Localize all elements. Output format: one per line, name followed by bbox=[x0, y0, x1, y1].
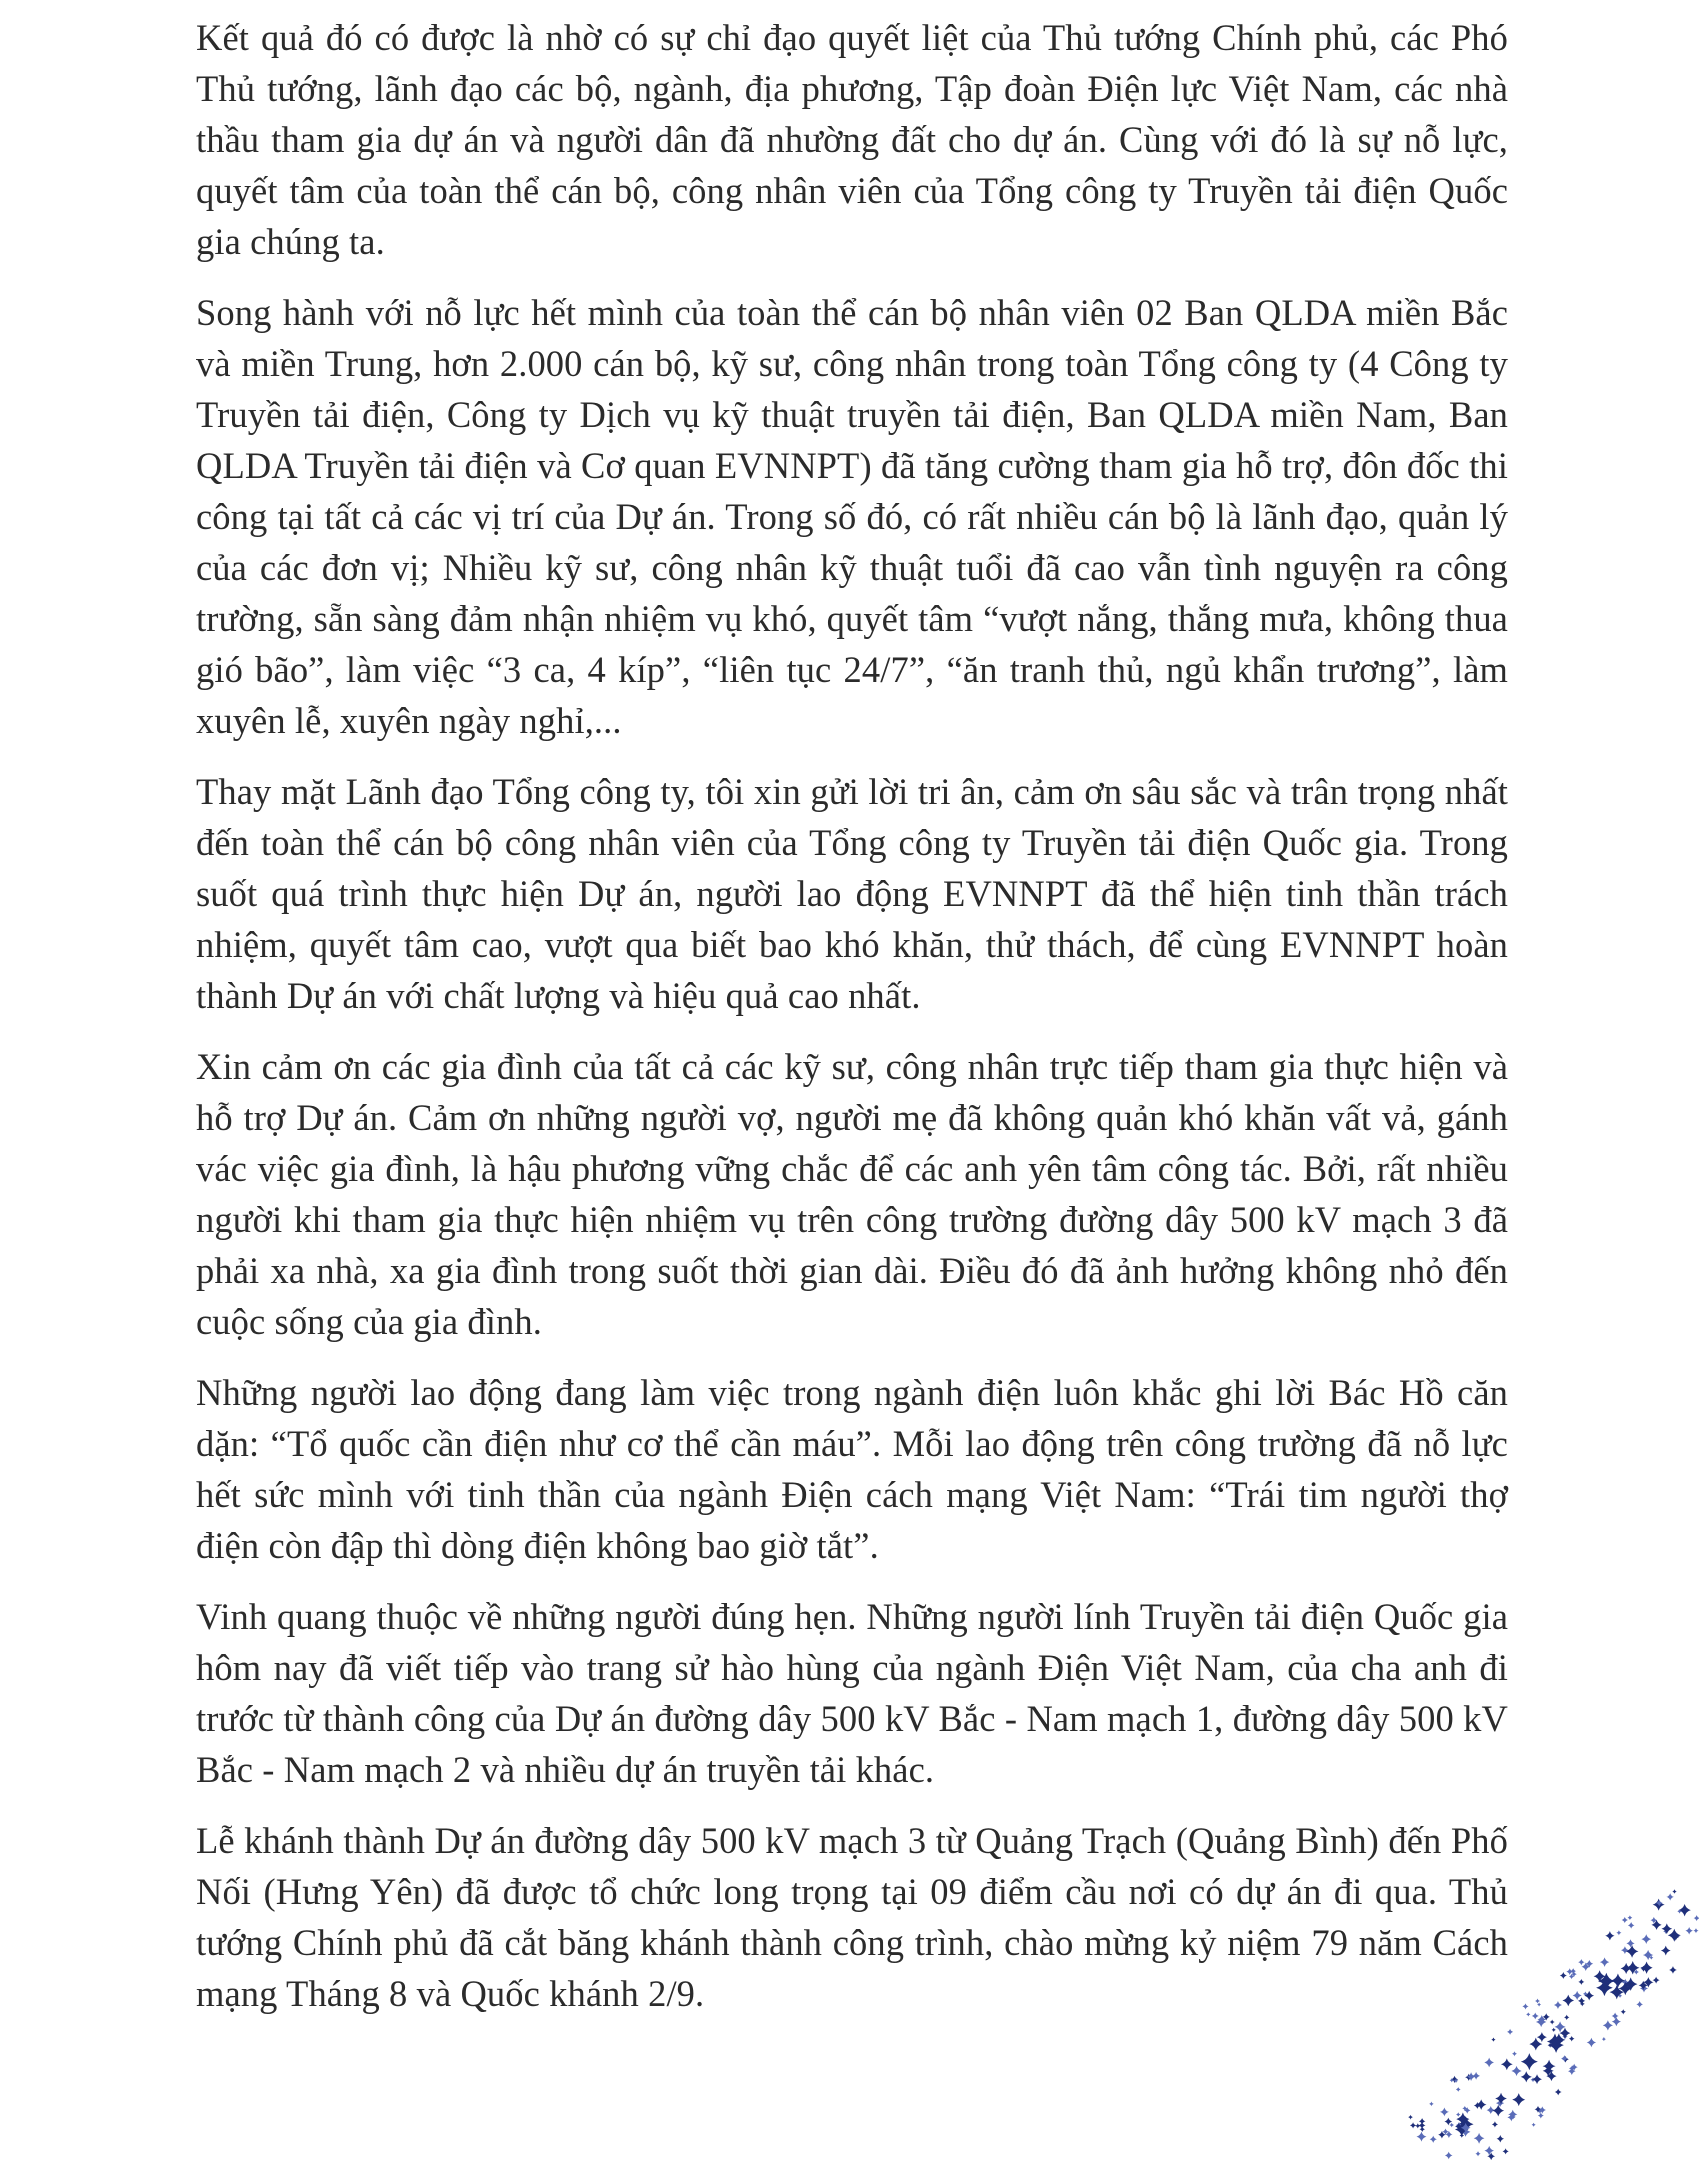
sparkle-star-icon bbox=[1535, 1998, 1540, 2003]
sparkle-star-icon bbox=[1512, 2093, 1525, 2106]
sparkle-star-icon bbox=[1512, 2051, 1517, 2056]
sparkle-star-icon bbox=[1511, 2066, 1521, 2076]
paragraph-5: Những người lao động đang làm việc trong ngành điện luôn khắc ghi lời Bác Hồ căn dặn: “Tổ quốc cần điện như cơ thể cần máu”. Mỗi lao động trên công trường đã nỗ lực hết sức mình với tinh thần của ngành Điện cách mạng Việt Nam: “Trái tim người thợ điện còn đập thì dòng điện không bao giờ tắt”. bbox=[196, 1372, 1508, 1566]
sparkle-star-icon bbox=[1503, 2148, 1509, 2154]
sparkle-star-icon bbox=[1603, 2020, 1613, 2030]
sparkle-star-icon bbox=[1408, 2115, 1413, 2120]
sparkle-star-icon bbox=[1621, 1946, 1629, 1954]
sparkle-star-icon bbox=[1529, 2038, 1542, 2051]
sparkle-star-icon bbox=[1440, 2107, 1449, 2116]
sparkle-star-icon bbox=[1626, 1945, 1639, 1958]
sparkle-star-icon bbox=[1661, 1946, 1671, 1956]
sparkle-star-icon bbox=[1668, 1929, 1681, 1942]
sparkle-star-icon bbox=[1497, 2135, 1505, 2143]
sparkle-star-icon bbox=[1562, 1995, 1574, 2007]
sparkle-star-icon bbox=[1573, 1991, 1582, 2000]
sparkle-star-icon bbox=[1416, 2132, 1426, 2142]
sparkle-star-icon bbox=[1484, 2058, 1494, 2068]
sparkle-star-icon bbox=[1554, 2001, 1562, 2009]
sparkle-star-icon bbox=[1430, 2136, 1437, 2143]
sparkle-star-icon bbox=[1628, 1922, 1635, 1929]
sparkle-star-icon bbox=[1537, 2002, 1541, 2006]
paragraph-3: Thay mặt Lãnh đạo Tổng công ty, tôi xin gửi lời tri ân, cảm ơn sâu sắc và trân trọng nhất đến toàn thể cán bộ công nhân viên của Tổng công ty Truyền tải điện Quốc gia. Trong suốt quá trình thực hiện Dự án, người lao động EVNNPT đã thể hiện tinh thần trách nhiệm, quyết tâm cao, vượt qua biết bao khó khăn, thử thách, để cùng EVNNPT hoàn thành Dự án với chất lượng và hiệu quả cao nhất. bbox=[196, 771, 1508, 1016]
sparkle-star-icon bbox=[1569, 2036, 1575, 2042]
sparkle-star-icon bbox=[1611, 1973, 1625, 1987]
paragraph-4: Xin cảm ơn các gia đình của tất cả các kỹ sư, công nhân trực tiếp tham gia thực hiện và hỗ trợ Dự án. Cảm ơn những người vợ, người mẹ đã không quản khó khăn vất vả, gánh vác việc gia đình, là hậu phương vững chắc để các anh yên tâm công tác. Bởi, rất nhiều người khi tham gia thực hiện nhiệm vụ trên công trường đường dây 500 kV mạch 3 đã phải xa nhà, xa gia đình trong suốt thời gian dài. Điều đó đã ảnh hưởng không nhỏ đến cuộc sống của gia đình. bbox=[196, 1046, 1508, 1342]
sparkle-star-icon bbox=[1640, 1961, 1652, 1973]
sparkle-star-icon bbox=[1561, 2055, 1568, 2062]
sparkle-star-icon bbox=[1445, 2152, 1453, 2160]
paragraph-2: Song hành với nỗ lực hết mình của toàn thể cán bộ nhân viên 02 Ban QLDA miền Bắc và miền Trung, hơn 2.000 cán bộ, kỹ sư, công nhân trong toàn Tổng công ty (4 Công ty Truyền tải điện, Công ty Dịch vụ kỹ thuật truyền tải điện, Ban QLDA miền Nam, Ban QLDA Truyền tải điện và Cơ quan EVNNPT) đã tăng cường tham gia hỗ trợ, đôn đốc thi công tại tất cả các vị trí của Dự án. Trong số đó, có rất nhiều cán bộ là lãnh đạo, quản lý của các đơn vị; Nhiều kỹ sư, công nhân kỹ thuật tuổi đã cao vẫn tình nguyện ra công trường, sẵn sàng đảm nhận nhiệm vụ khó, quyết tâm “vượt nắng, thắng mưa, không thua gió bão”, làm việc “3 ca, 4 kíp”, “liên tục 24/7”, “ăn tranh thủ, ngủ khẩn trương”, làm xuyên lễ, xuyên ngày nghỉ,... bbox=[196, 292, 1508, 741]
sparkle-star-icon bbox=[1487, 2106, 1495, 2114]
sparkle-star-icon bbox=[1429, 2102, 1434, 2107]
sparkle-star-icon bbox=[1653, 1977, 1660, 1984]
sparkle-star-icon bbox=[1415, 2123, 1420, 2128]
sparkle-star-icon bbox=[1605, 1931, 1614, 1940]
sparkle-star-icon bbox=[1532, 2123, 1536, 2127]
sparkle-star-icon bbox=[1628, 1915, 1633, 1920]
sparkle-star-icon bbox=[1641, 1934, 1651, 1944]
sparkle-star-icon bbox=[1522, 2003, 1528, 2009]
sparkle-star-icon bbox=[1474, 2133, 1485, 2144]
sparkle-star-icon bbox=[1693, 1928, 1698, 1933]
sparkle-star-icon bbox=[1491, 2037, 1495, 2041]
sparkle-star-icon bbox=[1612, 2017, 1621, 2026]
sparkle-star-icon bbox=[1661, 1923, 1672, 1934]
sparkle-star-icon bbox=[1532, 2074, 1542, 2084]
sparkle-star-icon bbox=[1626, 1939, 1634, 1947]
sparkle-star-icon bbox=[1501, 2058, 1513, 2070]
sparkle-star-icon bbox=[1616, 1930, 1621, 1935]
sparkle-star-icon bbox=[1621, 2009, 1626, 2014]
sparkle-star-icon bbox=[1526, 2012, 1530, 2016]
sparkle-star-icon bbox=[1578, 1979, 1584, 1985]
sparkle-star-icon bbox=[1669, 1966, 1677, 1974]
sparkle-star-icon bbox=[1694, 1915, 1699, 1921]
sparkle-star-icon bbox=[1672, 1889, 1677, 1894]
sparkle-star-icon bbox=[1456, 2112, 1461, 2117]
sparkle-star-icon bbox=[1507, 2029, 1513, 2035]
sparkle-star-icon bbox=[1685, 1927, 1692, 1934]
sparkle-star-icon bbox=[1578, 1959, 1584, 1965]
sparkle-star-icon bbox=[1475, 2151, 1480, 2156]
sparkle-star-icon bbox=[1622, 1917, 1628, 1923]
paragraph-6: Vinh quang thuộc về những người đúng hẹn. Những người lính Truyền tải điện Quốc gia hôm nay đã viết tiếp vào trang sử hào hùng của ngành Điện Việt Nam, của cha anh đi trước từ thành công của Dự án đường dây 500 kV Bắc - Nam mạch 1, đường dây 500 kV Bắc - Nam mạch 2 và nhiều dự án truyền tải khác. bbox=[196, 1596, 1508, 1790]
sparkle-star-icon bbox=[1532, 2013, 1539, 2020]
sparkle-star-icon bbox=[1538, 2112, 1544, 2118]
sparkle-star-icon bbox=[1666, 1893, 1673, 1900]
sparkle-star-icon bbox=[1550, 2020, 1555, 2025]
sparkle-star-icon bbox=[1537, 2032, 1547, 2042]
sparkle-star-icon bbox=[1584, 1991, 1594, 2001]
sparkle-star-icon bbox=[1460, 2133, 1464, 2137]
sparkle-star-icon bbox=[1419, 2118, 1426, 2125]
sparkle-star-icon bbox=[1602, 2037, 1606, 2041]
sparkle-star-icon bbox=[1564, 2015, 1569, 2020]
sparkle-star-icon bbox=[1419, 2127, 1425, 2133]
sparkle-star-icon bbox=[1612, 2012, 1619, 2019]
sparkle-star-icon bbox=[1467, 2072, 1476, 2081]
sparkle-star-icon bbox=[1555, 2089, 1562, 2096]
sparkle-star-icon bbox=[1536, 2017, 1546, 2027]
sparkle-star-icon bbox=[1587, 2038, 1596, 2047]
paragraph-7: Lễ khánh thành Dự án đường dây 500 kV mạch 3 từ Quảng Trạch (Quảng Bình) đến Phố Nối (Hưng Yên) đã được tổ chức long trọng tại 09 điểm cầu nơi có dự án đi qua. Thủ tướng Chính phủ đã cắt băng khánh thành công trình, chào mừng kỷ niệm 79 năm Cách mạng Tháng 8 và Quốc khánh 2/9. bbox=[196, 1820, 1508, 2014]
sparkle-star-icon bbox=[1521, 2071, 1532, 2082]
sparkle-star-icon bbox=[1678, 1904, 1690, 1916]
sparkle-star-icon bbox=[1552, 2028, 1556, 2032]
sparkle-star-icon bbox=[1410, 2122, 1416, 2128]
sparkle-star-icon bbox=[1456, 2087, 1461, 2092]
sparkle-star-icon bbox=[1600, 1957, 1609, 1966]
star-sparkle-cluster-icon bbox=[1399, 1860, 1699, 2160]
document-page bbox=[196, 0, 1508, 2039]
sparkle-star-icon bbox=[1521, 2053, 1538, 2070]
sparkle-star-icon bbox=[1449, 2123, 1454, 2128]
paragraph-1: Kết quả đó có được là nhờ có sự chỉ đạo quyết liệt của Thủ tướng Chính phủ, các Phó Thủ tướng, lãnh đạo các bộ, ngành, địa phương, Tập đoàn Điện lực Việt Nam, các nhà thầu tham gia dự án và người dân đã nhường đất cho dự án. Cùng với đó là sự nỗ lực, quyết tâm của toàn thể cán bộ, công nhân viên của Tổng công ty Truyền tải điện Quốc gia chúng ta. bbox=[196, 17, 1508, 262]
sparkle-star-icon bbox=[1484, 2146, 1494, 2156]
sparkle-star-icon bbox=[1492, 2105, 1504, 2117]
sparkle-star-icon bbox=[1492, 2121, 1498, 2127]
sparkle-star-icon bbox=[1560, 1972, 1567, 1979]
sparkle-star-icon bbox=[1495, 2093, 1507, 2105]
sparkle-star-icon bbox=[1636, 2001, 1643, 2008]
